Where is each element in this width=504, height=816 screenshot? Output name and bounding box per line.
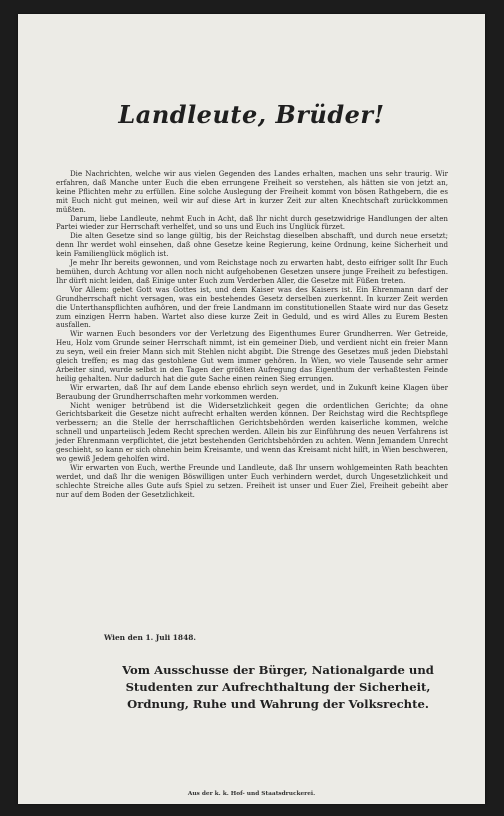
paragraph-4: Je mehr Ihr bereits gewonnen, und vom Reichstage noch zu erwarten habt, desto eifriger sollt Ihr Euch bemühen, durch Achtung vor allen noch nicht aufgehobenen Gesetzen unsere junge Freiheit zu befestigen. Ihr dürft nicht leiden, daß Einige unter Euch zum Verderben Aller, die Gesetze mit Füßen treten.	[56, 258, 448, 285]
paragraph-2: Darum, liebe Landleute, nehmt Euch in Acht, daß Ihr nicht durch gesetzwidrige Handlungen der alten Partei wieder zur Herrschaft verhelfet, und so uns und Euch ins Unglück fürzet.	[56, 213, 448, 232]
paragraph-6: Wir warnen Euch besonders vor der Verletzung des Eigenthumes Eurer Grundherren. Wer Getreide, Heu, Holz vom Grunde seiner Herrschaft nimmt, ist ein gemeiner Dieb, und verdient nicht ein freier Mann zu seyn, weil ein freier Mann sich mit Stehlen nicht abgibt. Die Strenge des Gesetzes muß jeden Diebstahl gleich treffen; es mag das gestohlene Gut wem immer gehören. In Wien, wo viele Tausende sehr armer Arbeiter sind, wurde selbst in den Tagen der größten Aufregung das Eigenthum der verhaßtesten Feinde heilig gehalten. Nur dadurch hat die gute Sache einen reinen Sieg errungen.	[56, 329, 448, 383]
signature-line-2: Studenten zur Aufrechthaltung der Sicherheit,	[125, 680, 431, 694]
poster-body	[56, 170, 448, 500]
paragraph-5: Vor Allem: gebet Gott was Gottes ist, und dem Kaiser was des Kaisers ist. Ein Ehrenmann darf der Grundherrschaft nicht versagen, was ein bestehendes Gesetz derselben zuerkennt. In kurzer Zeit werden die Unterthanspflichten aufhören, und der freie Landmann im constitutionellen Staate wird nur das Gesetz zum einzigen Herrn haben. Wartet also diese kurze Zeit in Geduld, und es wird Alles zu Eurem Besten ausfallen.	[56, 284, 448, 330]
paragraph-7: Wir erwarten, daß Ihr auf dem Lande ebenso ehrlich seyn werdet, und in Zukunft keine Klagen über Beraubung der Grundherrschaften mehr vorkommen werden.	[56, 382, 448, 401]
signature-line-1: Vom Ausschusse der Bürger, Nationalgarde und	[122, 663, 434, 677]
date-line: Wien den 1. Juli 1848.	[104, 633, 196, 642]
signature-block	[78, 662, 478, 713]
paragraph-8: Nicht weniger betrübend ist die Widersetzlichkeit gegen die ordentlichen Gerichte; da ohne Gerichtsbarkeit die Gesetze nicht aufrecht erhalten werden können. Der Reichstag wird die Rechtspflege verbessern; an die Stelle der herrschaftlichen Gerichtsbehörden werden kaiserliche kommen, welche schnell und unparteiisch Jedem Recht sprechen werden. Allein bis zur Einführung des neuen Verfahrens ist jeder Ehrenmann verpflichtet, die jetzt bestehenden Gerichtsbehörden zu achten. Wenn Jemandem Unrecht geschieht, so kann er sich ohnehin beim Kreisamte, und wenn das Kreisamt nicht hilft, in Wien beschweren, wo gewiß Jedem geholfen wird.	[56, 400, 448, 463]
signature-line-3: Ordnung, Ruhe und Wahrung der Volksrechte.	[127, 697, 429, 711]
printer-imprint: Aus der k. k. Hof- und Staatsdruckerei.	[187, 791, 316, 797]
poster-title: Landleute, Brüder!	[118, 100, 385, 129]
paragraph-9: Wir erwarten von Euch, werthe Freunde und Landleute, daß Ihr unsern wohlgemeinten Rath beachten werdet, und daß Ihr die wenigen Böswilligen unter Euch verhindern werdet, durch Ungesetzlichkeit und schlechte Streiche alles Gute aufs Spiel zu setzen. Freiheit ist unser und Euer Ziel, Freiheit gebeiht aber nur auf dem Boden der Gesetzlichkeit.	[56, 462, 448, 499]
poster-sheet	[18, 14, 485, 804]
paragraph-1: Die Nachrichten, welche wir aus vielen Gegenden des Landes erhalten, machen uns sehr traurig. Wir erfahren, daß Manche unter Euch die eben errungene Freiheit so verstehen, als hätten sie von jetzt an, keine Pflichten mehr zu erfüllen. Eine solche Auslegung der Freiheit kommt von bösen Rathgebern, die es mit Euch nicht gut meinen, weil wir auf diese Art in kurzer Zeit zur alten Knechtschaft zurückkommen müßten.	[56, 169, 448, 214]
paragraph-3: Die alten Gesetze sind so lange gültig, bis der Reichstag dieselben abschafft, und durch neue ersetzt; denn Ihr werdet wohl einsehen, daß ohne Gesetze keine Regierung, keine Ordnung, keine Sicherheit und kein Familienglück möglich ist.	[56, 231, 448, 259]
